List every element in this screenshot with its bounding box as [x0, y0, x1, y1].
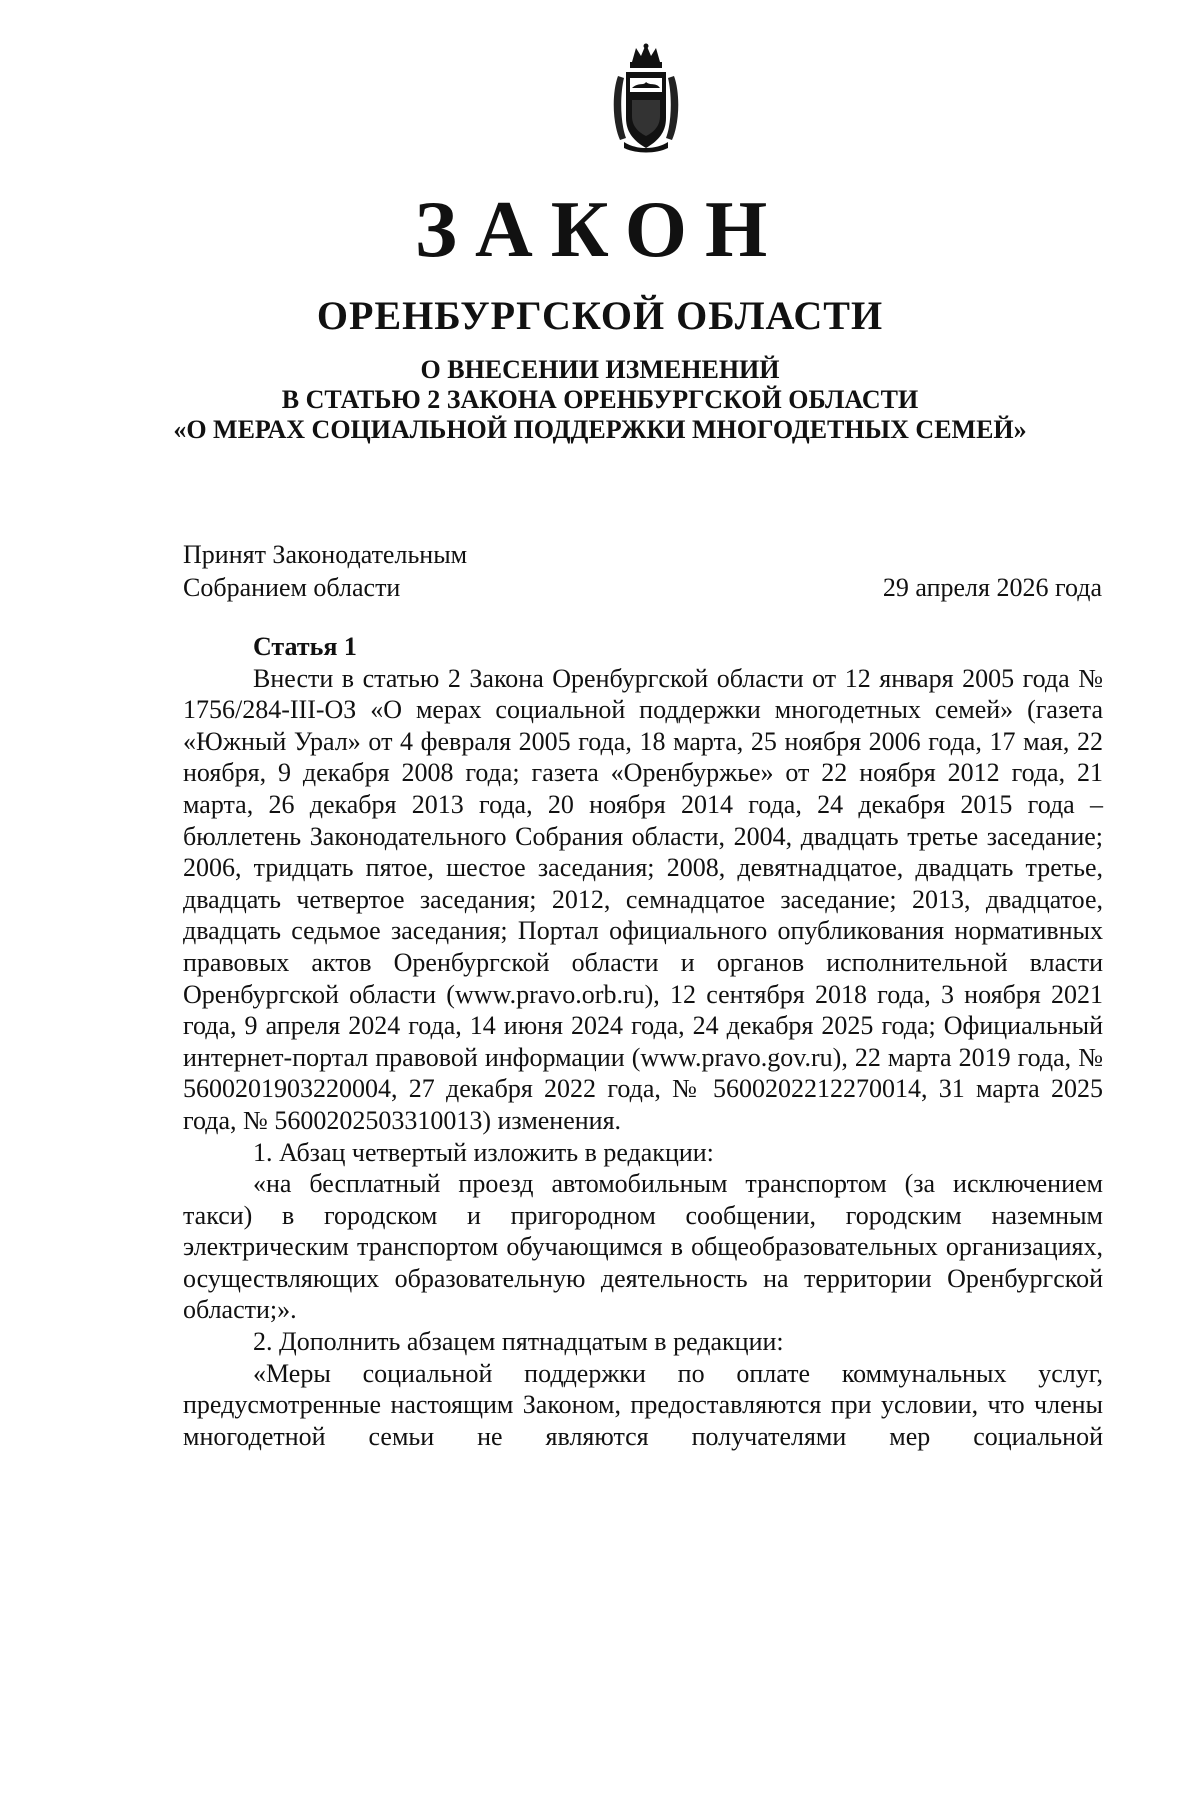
article-heading: Статья 1	[253, 632, 357, 661]
subject-line: О ВНЕСЕНИИ ИЗМЕНЕНИЙ	[420, 355, 780, 384]
law-subject	[0, 355, 1200, 445]
subject-line: «О МЕРАХ СОЦИАЛЬНОЙ ПОДДЕРЖКИ МНОГОДЕТНЫХ СЕМЕЙ»	[173, 415, 1027, 444]
body-paragraph: Внести в статью 2 Закона Оренбургской области от 12 января 2005 года № 1756/284-III-ОЗ «О мерах социальной поддержки многодетных семей» (газета «Южный Урал» от 4 февраля 2005 года, 18 марта, 25 ноября 2006 года, 17 мая, 22 ноября, 9 декабря 2008 года; газета «Оренбуржье» от 22 ноября 2012 года, 21 марта, 26 декабря 2013 года, 20 ноября 2014 года, 24 декабря 2015 года – бюллетень Законодательного Собрания области, 2004, двадцать третье заседание; 2006, тридцать пятое, шестое заседания; 2008, девятнадцатое, двадцать третье, двадцать четвертое заседания; 2012, семнадцатое заседание; 2013, двадцатое, двадцать седьмое заседания; Портал официального опубликования нормативных правовых актов Оренбургской области и органов исполнительной власти Оренбургской области (www.pravo.orb.ru), 12 сентября 2018 года, 3 ноября 2021 года, 9 апреля 2024 года, 14 июня 2024 года, 24 декабря 2025 года; Официальный интернет-портал правовой информации (www.pravo.gov.ru), 22 марта 2019 года, № 5600201903220004, 27 декабря 2022 года, № 5600202212270014, 31 марта 2025 года, № 5600202503310013) изменения.	[183, 663, 1103, 1135]
adopted-by-line-2: Собранием области	[183, 573, 401, 602]
subject-line: В СТАТЬЮ 2 ЗАКОНА ОРЕНБУРГСКОЙ ОБЛАСТИ	[281, 385, 919, 414]
body-paragraph: «на бесплатный проезд автомобильным транспортом (за исключением такси) в городском и пригородном сообщении, городским наземным электрическим транспортом обучающимся в общеобразовательных организациях, осуществляющих образовательную деятельность на территории Оренбургской области;».	[183, 1169, 1103, 1325]
document-title: ЗАКОН	[414, 186, 786, 274]
body-paragraph: 2. Дополнить абзацем пятнадцатым в редакции:	[253, 1327, 784, 1357]
adoption-date: 29 апреля 2026 года	[882, 573, 1102, 602]
adopted-by-line-1: Принят Законодательным	[183, 540, 468, 569]
region-name: ОРЕНБУРГСКОЙ ОБЛАСТИ	[316, 293, 884, 338]
coat-of-arms-emblem	[610, 42, 682, 154]
article-body	[183, 631, 1103, 1452]
body-paragraph: 1. Абзац четвертый изложить в редакции:	[253, 1137, 714, 1167]
body-paragraph: «Меры социальной поддержки по оплате коммунальных услуг, предусмотренные настоящим Законом, предоставляются при условии, что члены многодетной семьи не являются получателями мер социальной	[183, 1358, 1103, 1451]
